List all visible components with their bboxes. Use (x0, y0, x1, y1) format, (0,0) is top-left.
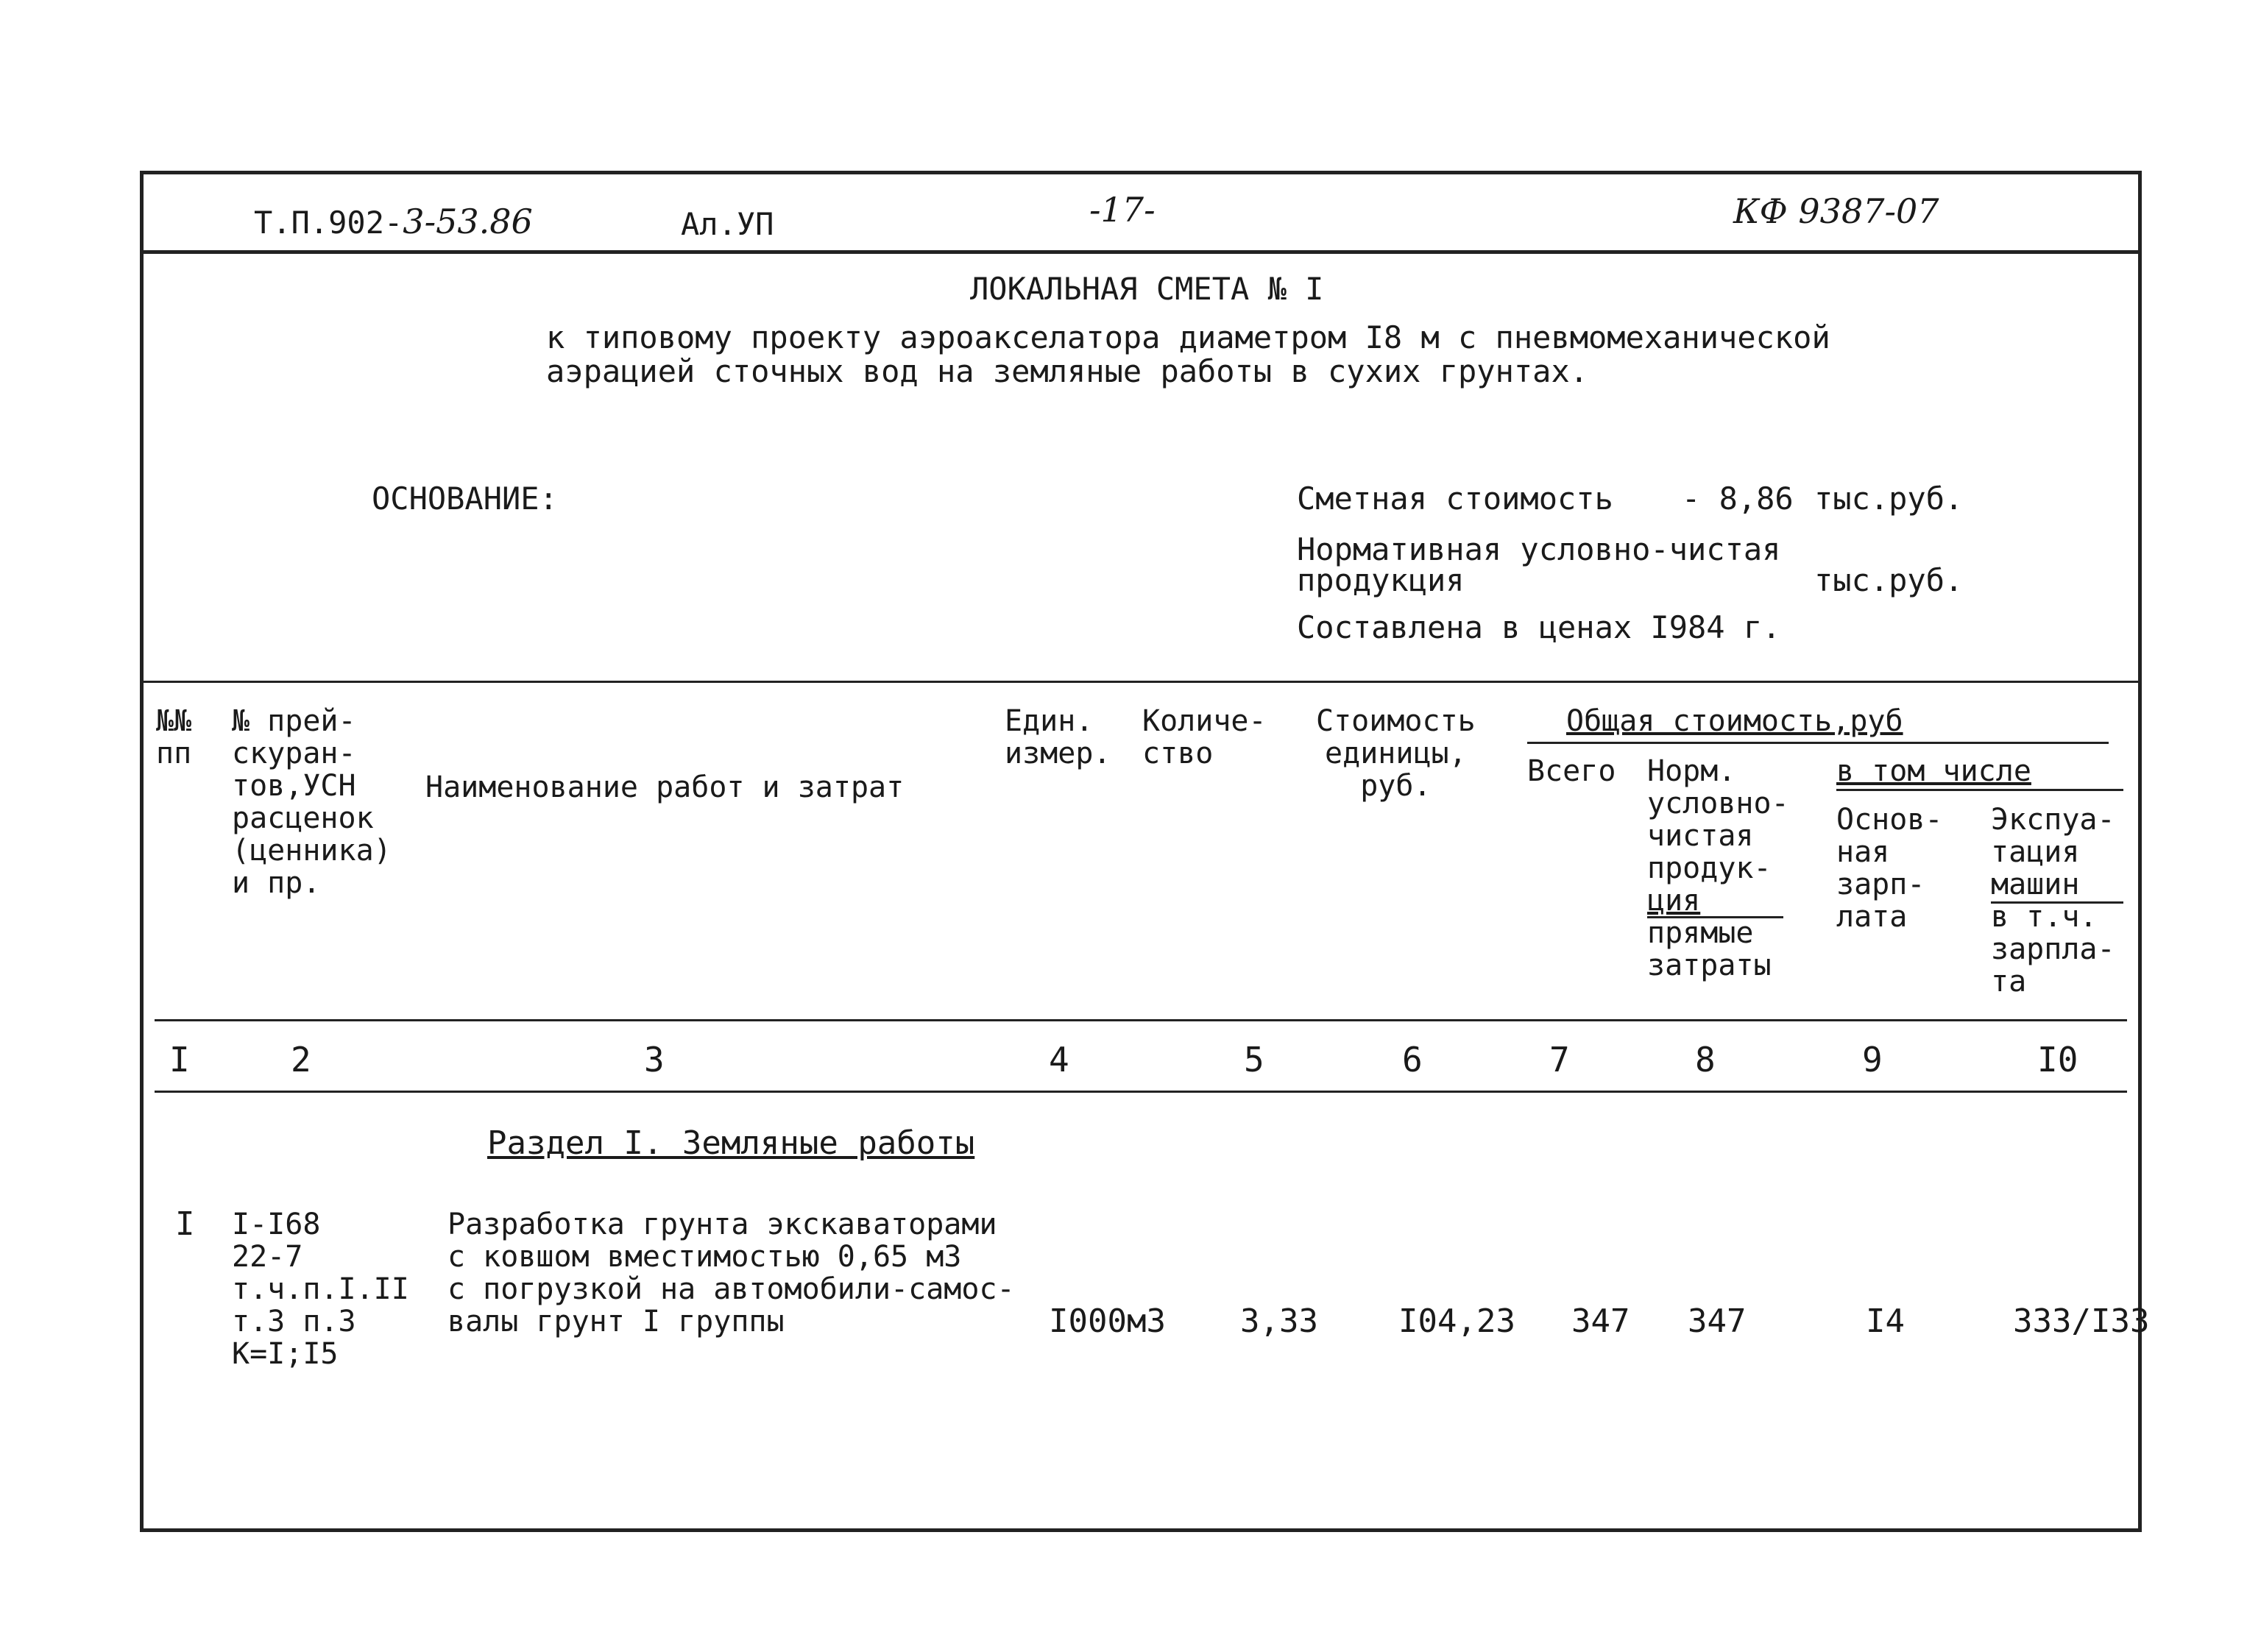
normative-label-line1: Нормативная условно-чистая (1297, 531, 1781, 567)
header-divider (140, 250, 2142, 254)
column-number-9: 9 (1862, 1040, 1883, 1080)
document-code: КФ 9387-07 (1733, 191, 1939, 231)
basis-label: ОСНОВАНИЕ: (372, 481, 558, 517)
machines-divider (1991, 901, 2123, 904)
including-underline (1836, 789, 2123, 791)
album-label: Ал.УП (681, 206, 774, 242)
project-code: Т.П.902-3-53.86 (254, 202, 533, 241)
estimate-subtitle-line1: к типовому проекту аэроакселатора диаметром I8 м с пневмомеханической (546, 319, 1830, 355)
column-number-8: 8 (1695, 1040, 1716, 1080)
group-total-underline (1527, 742, 2109, 744)
column-number-3: 3 (644, 1040, 665, 1080)
header-col-normative: Норм. условно- чистая продук- ция прямые затраты (1647, 754, 1789, 982)
header-col-number: №№ пп (156, 704, 192, 770)
normative-unit: тыс.руб. (1814, 562, 1964, 598)
header-bottom-line (155, 1019, 2127, 1021)
header-col-total: Всего (1527, 754, 1616, 788)
header-col-machines: Экспуа- тация машин в т.ч. зарпла- та (1991, 803, 2115, 999)
row-1-salary: I4 (1866, 1302, 1905, 1340)
header-col-unit: Един. измер. (1005, 704, 1111, 770)
project-code-handwritten: 3-53.86 (403, 202, 533, 241)
estimated-cost-label: Сметная стоимость (1297, 481, 1613, 517)
page-number: -17- (1089, 190, 1156, 230)
header-col-work-name: Наименование работ и затрат (425, 770, 905, 804)
estimated-cost-unit: тыс.руб. (1814, 481, 1964, 517)
row-1-machines: 333/I33 (2013, 1302, 2150, 1340)
prices-year-line: Составлена в ценах I984 г. (1297, 609, 1781, 645)
row-1-codes: I-I68 22-7 т.ч.п.I.II т.3 п.3 К=I;I5 (232, 1208, 409, 1371)
column-number-1: I (169, 1040, 190, 1080)
section-title: Раздел I. Земляные работы (487, 1124, 975, 1162)
estimate-subtitle-line2: аэрацией сточных вод на земляные работы в сухих грунтах. (546, 353, 1589, 389)
row-1-unit-cost: I04,23 (1398, 1302, 1515, 1340)
column-numbers-bottom-line (155, 1091, 2127, 1093)
row-1-quantity: 3,33 (1240, 1302, 1318, 1340)
estimated-cost-value: - 8,86 (1682, 481, 1794, 517)
row-1-normative: 347 (1688, 1302, 1747, 1340)
column-number-2: 2 (291, 1040, 311, 1080)
column-number-5: 5 (1244, 1040, 1264, 1080)
column-number-4: 4 (1049, 1040, 1069, 1080)
normative-label-line2: продукция (1297, 562, 1465, 598)
header-col-unit-cost: Стоимость единицы, руб. (1316, 704, 1476, 803)
estimate-title: ЛОКАЛЬНАЯ СМЕТА № I (970, 271, 1324, 307)
row-1-number: I (175, 1205, 195, 1243)
normative-divider (1647, 916, 1783, 918)
column-number-7: 7 (1549, 1040, 1570, 1080)
row-1-unit: I000м3 (1049, 1302, 1166, 1340)
header-col-price-codes: № прей- скуран- тов,УСН расценок (ценника) и пр. (232, 704, 392, 900)
header-col-quantity: Количе- ство (1142, 704, 1267, 770)
table-top-line (144, 681, 2138, 683)
row-1-work-name: Разработка грунта экскаваторами с ковшом вместимостью 0,65 м3 с погрузкой на автомобили-самос- валы грунт I группы (447, 1208, 1015, 1339)
header-group-total-cost: Общая стоимость,руб (1566, 704, 1903, 738)
column-number-6: 6 (1402, 1040, 1423, 1080)
row-1-total: 347 (1571, 1302, 1630, 1340)
column-number-10: I0 (2037, 1040, 2078, 1080)
header-group-including: в том числе (1836, 754, 2031, 788)
header-col-salary: Основ- ная зарп- лата (1836, 803, 1943, 934)
